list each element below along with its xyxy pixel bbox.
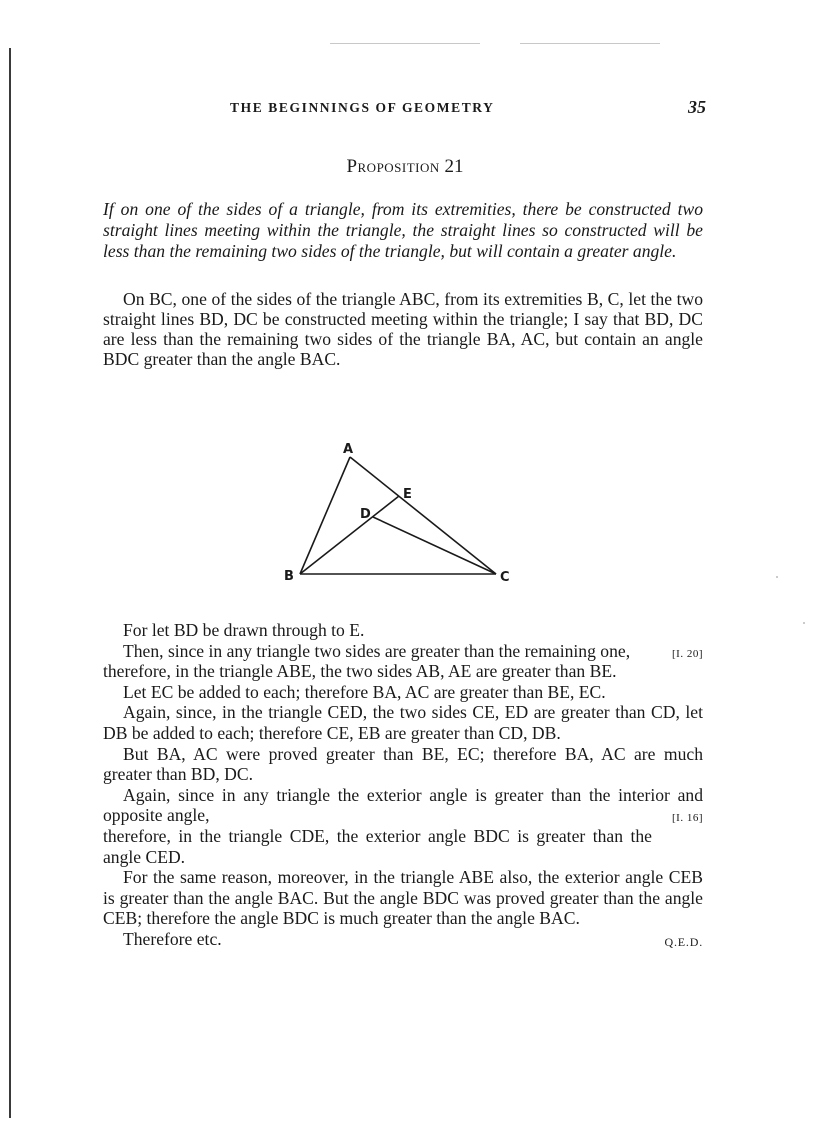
proof-paragraph: For the same reason, moreover, in the triangle ABE also, the exterior angle CEB is greater than the angle BAC. But the angle BDC was proved greater than the angle CEB; therefore the angle BDC is much greater than the angle BAC. <box>103 867 703 929</box>
running-head-title: THE BEGINNINGS OF GEOMETRY <box>230 100 495 115</box>
setting-out-text: On BC, one of the sides of the triangle ABC, from its extremities B, C, let the two straight lines BD, DC be constructed meeting within the triangle; I say that BD, DC are less than the remaining two sides of the triangle BA, AC, but contain an angle BDC greater than the angle BAC. <box>103 289 703 369</box>
proof-text: Again, since in any triangle the exterior angle is greater than the interior and opposite angle, <box>103 784 703 826</box>
point-label-a: A <box>343 442 354 457</box>
triangle-figure <box>278 432 518 592</box>
enunciation <box>103 199 703 262</box>
scan-artifact <box>330 43 480 44</box>
point-label-d: D <box>360 507 371 522</box>
point-label-e: E <box>403 487 412 502</box>
proposition-number: 21 <box>444 156 464 177</box>
scan-speck <box>803 622 805 624</box>
proof-paragraph <box>103 929 703 950</box>
proposition-label: Proposition <box>346 156 440 177</box>
scan-speck <box>776 576 778 578</box>
page-number: 35 <box>688 97 706 117</box>
proposition-title <box>100 156 710 178</box>
proof-paragraph: For let BD be drawn through to E. <box>123 620 365 640</box>
proof-paragraph: therefore, in the triangle CDE, the exterior angle BDC is greater than the angle CED. <box>103 825 652 867</box>
segment-be <box>300 496 399 574</box>
page-edge-line <box>9 48 11 1118</box>
setting-out <box>103 289 703 369</box>
point-label-c: C <box>500 570 510 585</box>
proof-paragraph: therefore, in the triangle ABE, the two sides AB, AE are greater than BE. <box>103 661 617 682</box>
proof-paragraph <box>103 641 703 662</box>
citation-ref: [I. 20] <box>672 647 703 660</box>
proof-paragraph <box>103 785 703 826</box>
point-label-b: B <box>284 569 294 584</box>
qed-mark: Q.E.D. <box>664 934 703 949</box>
segment-ab <box>300 457 350 574</box>
citation-ref: [I. 16] <box>672 812 703 825</box>
proof <box>103 620 703 953</box>
triangle-diagram <box>278 432 518 592</box>
proof-paragraph: But BA, AC were proved greater than BE, EC; therefore BA, AC are much greater than BD, DC. <box>103 743 703 785</box>
segment-ac <box>350 457 496 574</box>
scan-artifact <box>520 43 660 44</box>
enunciation-text: If on one of the sides of a triangle, from its extremities, there be constructed two straight lines meeting within the triangle, the straight lines so constructed will be less than the remaining two sides of the triangle, but will contain a greater angle. <box>103 199 703 261</box>
running-head <box>100 98 710 120</box>
proof-paragraph: Again, since, in the triangle CED, the two sides CE, ED are greater than CD, let DB be added to each; therefore CE, EB are greater than CD, DB. <box>103 702 703 743</box>
proof-text: Then, since in any triangle two sides are greater than the remaining one, <box>123 640 631 661</box>
proof-paragraph: Let EC be added to each; therefore BA, AC are greater than BE, EC. <box>123 681 606 702</box>
proof-text: Therefore etc. <box>123 928 222 949</box>
